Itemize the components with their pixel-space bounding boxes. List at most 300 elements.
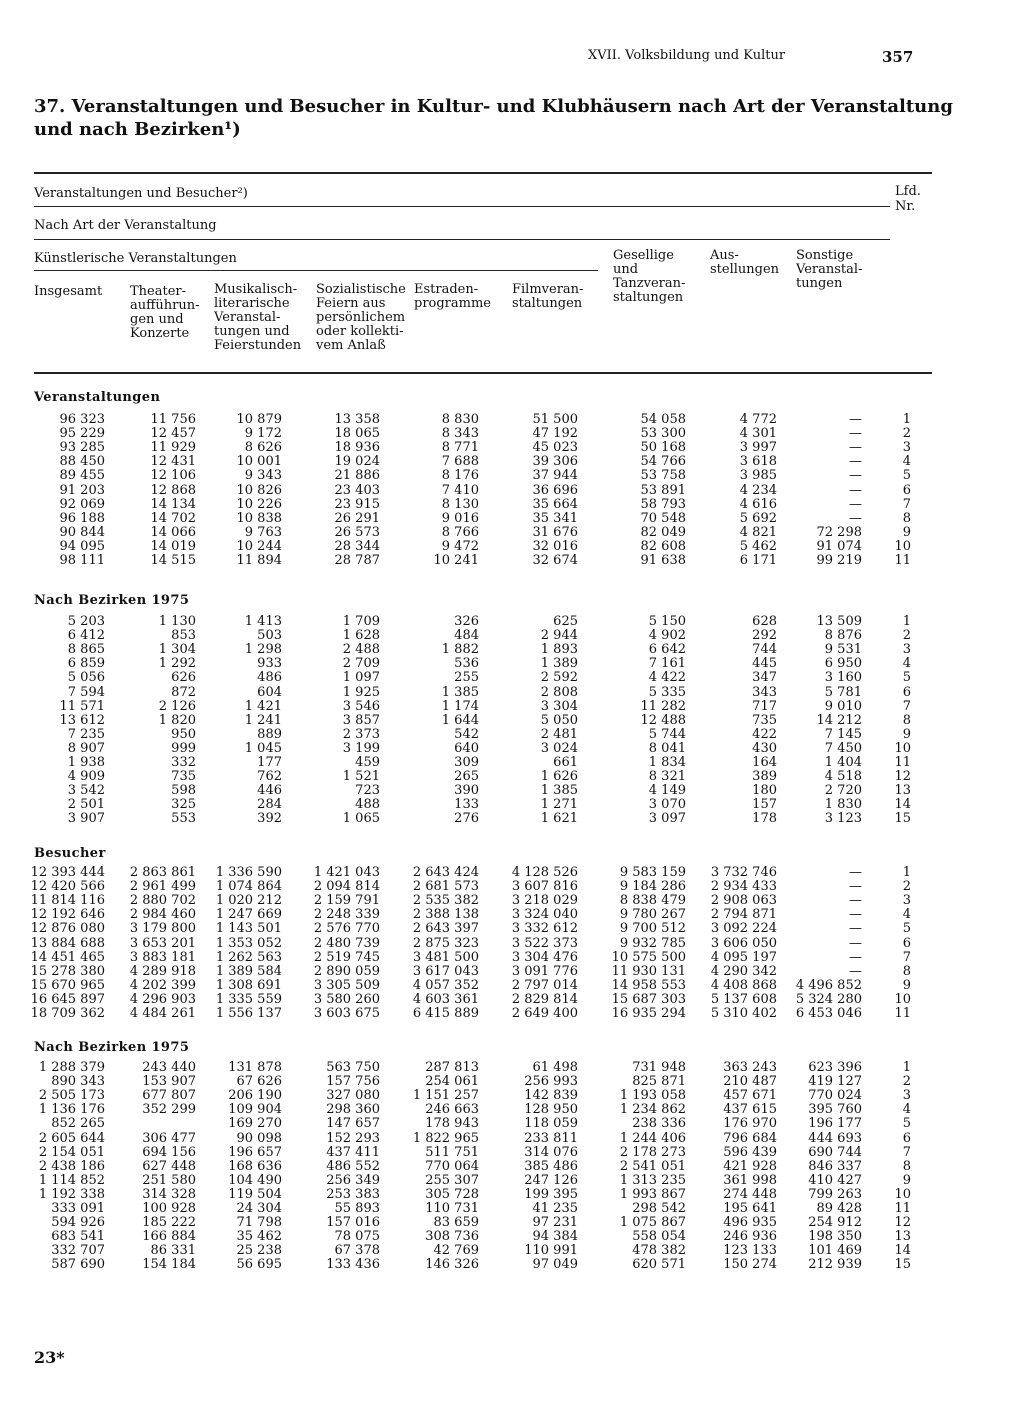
cell-musikalisch: 10 879 [236, 412, 282, 427]
cell-lfd-nr: 2 [902, 426, 911, 442]
cell-film: 32 674 [532, 553, 578, 568]
cell-film: 41 235 [532, 1201, 578, 1216]
cell-musikalisch: 1 262 563 [215, 949, 282, 965]
cell-sozialistisch: 3 546 [342, 698, 380, 714]
cell-sozialistisch: 2 576 770 [313, 921, 380, 937]
cell-insgesamt: 12 192 646 [30, 907, 105, 923]
cell-sonstige: — [849, 496, 862, 512]
cell-insgesamt: 18 709 362 [30, 1006, 105, 1021]
cell-estraden: 3 617 043 [412, 963, 479, 979]
cell-sozialistisch: 1 628 [342, 628, 380, 644]
cell-film: 35 341 [532, 510, 578, 526]
table-row [0, 798, 1024, 812]
col-header-estraden: Estraden- programme [414, 282, 491, 311]
cell-estraden: 9 016 [441, 510, 479, 526]
cell-theater: 185 222 [142, 1215, 196, 1231]
cell-estraden: 1 822 965 [412, 1130, 479, 1146]
cell-estraden: 255 [454, 670, 479, 686]
cell-musikalisch: 1 074 864 [215, 879, 282, 895]
cell-film: 2 481 [540, 726, 578, 742]
cell-gesellig: 558 054 [632, 1229, 686, 1245]
cell-sonstige: 5 781 [824, 684, 862, 700]
cell-estraden: 287 813 [425, 1060, 479, 1075]
table-title-line2: und nach Bezirken¹) [34, 119, 241, 140]
table-row [0, 880, 1024, 894]
cell-estraden: 2 643 424 [412, 865, 479, 880]
cell-theater: 2 126 [158, 698, 196, 714]
cell-musikalisch: 10 826 [236, 482, 282, 498]
cell-sozialistisch: 3 305 509 [313, 977, 380, 993]
cell-gesellig: 298 542 [632, 1201, 686, 1216]
cell-musikalisch: 10 244 [236, 538, 282, 554]
cell-sozialistisch: 21 886 [334, 468, 380, 484]
cell-theater: 352 299 [142, 1102, 196, 1118]
cell-ausstellungen: 2 794 871 [710, 907, 777, 923]
cell-sozialistisch: 1 521 [342, 769, 380, 785]
cell-sonstige: 410 427 [808, 1172, 862, 1188]
cell-lfd-nr: 11 [894, 553, 911, 568]
cell-sozialistisch: 55 893 [334, 1201, 380, 1216]
cell-ausstellungen: 195 641 [723, 1201, 777, 1216]
table-row [0, 742, 1024, 756]
cell-ausstellungen: 628 [752, 614, 777, 629]
cell-film: 61 498 [532, 1060, 578, 1075]
cell-film: 2 829 814 [511, 991, 578, 1007]
cell-gesellig: 6 642 [648, 642, 686, 658]
cell-estraden: 309 [454, 755, 479, 770]
table-row [0, 1216, 1024, 1230]
cell-musikalisch: 1 336 590 [215, 865, 282, 880]
cell-lfd-nr: 3 [902, 642, 911, 658]
cell-sozialistisch: 2 890 059 [313, 963, 380, 979]
cell-theater: 14 702 [150, 510, 196, 526]
cell-film: 1 621 [540, 811, 578, 827]
cell-estraden: 8 830 [441, 412, 479, 427]
cell-insgesamt: 890 343 [51, 1074, 105, 1090]
cell-theater: 332 [171, 755, 196, 770]
cell-insgesamt: 332 707 [51, 1243, 105, 1259]
cell-theater: 4 202 399 [129, 977, 196, 993]
cell-estraden: 511 751 [425, 1144, 479, 1160]
cell-gesellig: 58 793 [640, 496, 686, 512]
cell-sonstige: 1 404 [824, 755, 862, 770]
cell-film: 3 304 [540, 698, 578, 714]
cell-ausstellungen: 4 301 [739, 426, 777, 442]
cell-ausstellungen: 4 772 [739, 412, 777, 427]
cell-gesellig: 8 838 479 [619, 893, 686, 909]
cell-lfd-nr: 4 [902, 454, 911, 470]
cell-ausstellungen: 157 [752, 797, 777, 813]
cell-lfd-nr: 9 [902, 977, 911, 993]
cell-sozialistisch: 3 580 260 [313, 991, 380, 1007]
cell-gesellig: 70 548 [640, 510, 686, 526]
cell-sozialistisch: 133 436 [326, 1257, 380, 1273]
cell-insgesamt: 4 909 [67, 769, 105, 785]
cell-film: 1 385 [540, 783, 578, 799]
cell-estraden: 110 731 [425, 1201, 479, 1216]
cell-gesellig: 14 958 553 [611, 977, 686, 993]
cell-theater: 325 [171, 797, 196, 813]
cell-film: 94 384 [532, 1229, 578, 1245]
cell-sozialistisch: 3 199 [342, 740, 380, 756]
cell-theater: 4 296 903 [129, 991, 196, 1007]
cell-gesellig: 1 193 058 [619, 1088, 686, 1104]
section-nach-bezirken-2: Nach Bezirken 1975 [34, 1040, 190, 1055]
cell-estraden: 133 [454, 797, 479, 813]
cell-lfd-nr: 1 [902, 614, 911, 629]
cell-sonstige: 2 720 [824, 783, 862, 799]
cell-gesellig: 478 382 [632, 1243, 686, 1259]
table-row [0, 951, 1024, 965]
cell-musikalisch: 169 270 [228, 1116, 282, 1132]
cell-estraden: 2 643 397 [412, 921, 479, 937]
cell-sonstige: — [849, 468, 862, 484]
cell-sonstige: 8 876 [824, 628, 862, 644]
cell-sonstige: 5 324 280 [795, 991, 862, 1007]
cell-lfd-nr: 4 [902, 656, 911, 672]
cell-estraden: 640 [454, 740, 479, 756]
cell-estraden: 4 057 352 [412, 977, 479, 993]
cell-insgesamt: 96 323 [59, 412, 105, 427]
cell-sozialistisch: 26 291 [334, 510, 380, 526]
cell-lfd-nr: 6 [902, 482, 911, 498]
cell-theater: 872 [171, 684, 196, 700]
cell-sozialistisch: 437 411 [326, 1144, 380, 1160]
cell-sozialistisch: 2 094 814 [313, 879, 380, 895]
cell-musikalisch: 11 894 [236, 553, 282, 568]
cell-sozialistisch: 298 360 [326, 1102, 380, 1118]
cell-film: 97 231 [532, 1215, 578, 1231]
cell-lfd-nr: 6 [902, 935, 911, 951]
cell-film: 4 128 526 [511, 865, 578, 880]
cell-theater: 14 019 [150, 538, 196, 554]
col-header-gesellige: Gesellige und Tanzveran- staltungen [613, 248, 686, 305]
cell-theater: 12 457 [150, 426, 196, 442]
cell-musikalisch: 1 421 [244, 698, 282, 714]
table-row [0, 1103, 1024, 1117]
spanner-kuenstlerische: Künstlerische Veranstaltungen [34, 251, 237, 266]
cell-theater: 12 431 [150, 454, 196, 470]
cell-film: 97 049 [532, 1257, 578, 1273]
cell-sonstige: 7 145 [824, 726, 862, 742]
cell-lfd-nr: 5 [902, 670, 911, 686]
cell-film: 3 024 [540, 740, 578, 756]
cell-theater: 12 106 [150, 468, 196, 484]
cell-film: 47 192 [532, 426, 578, 442]
cell-gesellig: 9 780 267 [619, 907, 686, 923]
cell-film: 1 271 [540, 797, 578, 813]
cell-insgesamt: 2 505 173 [38, 1088, 105, 1104]
cell-insgesamt: 5 056 [67, 670, 105, 686]
table-row [0, 686, 1024, 700]
cell-estraden: 8 130 [441, 496, 479, 512]
cell-musikalisch: 71 798 [236, 1215, 282, 1231]
spanner-veranstaltungen-besucher: Veranstaltungen und Besucher²) [34, 186, 248, 201]
cell-insgesamt: 15 670 965 [30, 977, 105, 993]
cell-estraden: 4 603 361 [412, 991, 479, 1007]
cell-ausstellungen: 437 615 [723, 1102, 777, 1118]
cell-sozialistisch: 3 603 675 [313, 1006, 380, 1021]
lfd-label: Lfd. [895, 184, 921, 199]
cell-gesellig: 9 184 286 [619, 879, 686, 895]
cell-sonstige: 13 509 [816, 614, 862, 629]
cell-lfd-nr: 8 [902, 1158, 911, 1174]
cell-lfd-nr: 4 [902, 1102, 911, 1118]
cell-estraden: 2 681 573 [412, 879, 479, 895]
cell-sonstige: — [849, 879, 862, 895]
cell-film: 39 306 [532, 454, 578, 470]
cell-estraden: 254 061 [425, 1074, 479, 1090]
cell-theater: 1 292 [158, 656, 196, 672]
cell-insgesamt: 94 095 [59, 538, 105, 554]
cell-gesellig: 91 638 [640, 553, 686, 568]
cell-sonstige: 419 127 [808, 1074, 862, 1090]
cell-sozialistisch: 459 [355, 755, 380, 770]
table-row [0, 413, 1024, 427]
cell-estraden: 8 771 [441, 440, 479, 456]
cell-estraden: 246 663 [425, 1102, 479, 1118]
cell-sonstige: 9 531 [824, 642, 862, 658]
cell-gesellig: 3 097 [648, 811, 686, 827]
cell-theater: 251 580 [142, 1172, 196, 1188]
cell-estraden: 770 064 [425, 1158, 479, 1174]
cell-gesellig: 12 488 [640, 712, 686, 728]
cell-lfd-nr: 10 [894, 1186, 911, 1202]
header-rule-top [34, 172, 932, 174]
cell-sozialistisch: 2 519 745 [313, 949, 380, 965]
cell-sonstige: — [849, 454, 862, 470]
cell-lfd-nr: 8 [902, 712, 911, 728]
page-signature: 23* [34, 1348, 65, 1367]
cell-ausstellungen: 744 [752, 642, 777, 658]
cell-musikalisch: 486 [257, 670, 282, 686]
cell-insgesamt: 6 412 [67, 628, 105, 644]
cell-theater: 154 184 [142, 1257, 196, 1273]
cell-ausstellungen: 4 616 [739, 496, 777, 512]
cell-gesellig: 53 891 [640, 482, 686, 498]
cell-estraden: 1 644 [441, 712, 479, 728]
cell-sozialistisch: 157 016 [326, 1215, 380, 1231]
cell-lfd-nr: 12 [894, 769, 911, 785]
cell-film: 3 324 040 [511, 907, 578, 923]
cell-film: 2 649 400 [511, 1006, 578, 1021]
col-header-theater: Theater- aufführun- gen und Konzerte [130, 284, 200, 341]
table-row [0, 1007, 1024, 1021]
cell-sozialistisch: 28 787 [334, 553, 380, 568]
cell-gesellig: 1 993 867 [619, 1186, 686, 1202]
cell-sonstige: 14 212 [816, 712, 862, 728]
cell-estraden: 1 385 [441, 684, 479, 700]
cell-estraden: 536 [454, 656, 479, 672]
table-row [0, 671, 1024, 685]
cell-film: 1 893 [540, 642, 578, 658]
cell-gesellig: 731 948 [632, 1060, 686, 1075]
table-row [0, 770, 1024, 784]
cell-film: 3 332 612 [511, 921, 578, 937]
cell-insgesamt: 90 844 [59, 524, 105, 540]
cell-lfd-nr: 7 [902, 496, 911, 512]
cell-sonstige: 3 160 [824, 670, 862, 686]
cell-gesellig: 620 571 [632, 1257, 686, 1273]
cell-musikalisch: 1 413 [244, 614, 282, 629]
cell-theater: 2 863 861 [129, 865, 196, 880]
cell-musikalisch: 762 [257, 769, 282, 785]
cell-sozialistisch: 147 657 [326, 1116, 380, 1132]
cell-sonstige: 101 469 [808, 1243, 862, 1259]
cell-estraden: 178 943 [425, 1116, 479, 1132]
cell-film: 32 016 [532, 538, 578, 554]
table-row [0, 866, 1024, 880]
cell-sozialistisch: 18 936 [334, 440, 380, 456]
cell-gesellig: 50 168 [640, 440, 686, 456]
cell-film: 2 808 [540, 684, 578, 700]
cell-theater: 598 [171, 783, 196, 799]
cell-ausstellungen: 389 [752, 769, 777, 785]
cell-musikalisch: 10 001 [236, 454, 282, 470]
cell-ausstellungen: 2 908 063 [710, 893, 777, 909]
table-row [0, 700, 1024, 714]
cell-theater: 3 653 201 [129, 935, 196, 951]
running-header: XVII. Volksbildung und Kultur [588, 48, 786, 63]
cell-insgesamt: 11 571 [59, 698, 105, 714]
cell-lfd-nr: 14 [894, 1243, 911, 1259]
cell-gesellig: 1 834 [648, 755, 686, 770]
cell-estraden: 305 728 [425, 1186, 479, 1202]
cell-sonstige: — [849, 921, 862, 937]
cell-theater: 14 515 [150, 553, 196, 568]
cell-insgesamt: 88 450 [59, 454, 105, 470]
cell-musikalisch: 9 343 [244, 468, 282, 484]
cell-ausstellungen: 123 133 [723, 1243, 777, 1259]
cell-sozialistisch: 152 293 [326, 1130, 380, 1146]
table-row [0, 784, 1024, 798]
cell-ausstellungen: 3 606 050 [710, 935, 777, 951]
cell-ausstellungen: 178 [752, 811, 777, 827]
cell-insgesamt: 1 938 [67, 755, 105, 770]
cell-sonstige: 6 950 [824, 656, 862, 672]
cell-sozialistisch: 2 709 [342, 656, 380, 672]
table-row [0, 728, 1024, 742]
table-row [0, 1244, 1024, 1258]
cell-theater: 4 484 261 [129, 1006, 196, 1021]
cell-ausstellungen: 717 [752, 698, 777, 714]
cell-gesellig: 54 766 [640, 454, 686, 470]
cell-lfd-nr: 7 [902, 1144, 911, 1160]
cell-musikalisch: 392 [257, 811, 282, 827]
cell-lfd-nr: 6 [902, 1130, 911, 1146]
cell-theater: 853 [171, 628, 196, 644]
cell-theater: 694 156 [142, 1144, 196, 1160]
table-row [0, 937, 1024, 951]
cell-sonstige: — [849, 907, 862, 923]
cell-theater: 999 [171, 740, 196, 756]
cell-lfd-nr: 13 [894, 783, 911, 799]
cell-film: 385 486 [524, 1158, 578, 1174]
cell-estraden: 1 174 [441, 698, 479, 714]
col-header-ausstellungen: Aus- stellungen [710, 248, 780, 277]
cell-estraden: 10 241 [433, 553, 479, 568]
cell-ausstellungen: 3 985 [739, 468, 777, 484]
cell-estraden: 1 882 [441, 642, 479, 658]
cell-gesellig: 825 871 [632, 1074, 686, 1090]
cell-insgesamt: 13 612 [59, 712, 105, 728]
cell-musikalisch: 1 247 669 [215, 907, 282, 923]
table-row [0, 812, 1024, 826]
cell-musikalisch: 604 [257, 684, 282, 700]
cell-estraden: 484 [454, 628, 479, 644]
cell-gesellig: 2 541 051 [619, 1158, 686, 1174]
cell-ausstellungen: 796 684 [723, 1130, 777, 1146]
cell-sozialistisch: 563 750 [326, 1060, 380, 1075]
cell-ausstellungen: 150 274 [723, 1257, 777, 1273]
table-row [0, 1117, 1024, 1131]
cell-theater: 153 907 [142, 1074, 196, 1090]
cell-ausstellungen: 5 462 [739, 538, 777, 554]
cell-gesellig: 238 336 [632, 1116, 686, 1132]
cell-musikalisch: 104 490 [228, 1172, 282, 1188]
cell-ausstellungen: 176 970 [723, 1116, 777, 1132]
cell-insgesamt: 1 114 852 [38, 1172, 105, 1188]
cell-lfd-nr: 11 [894, 1201, 911, 1216]
cell-lfd-nr: 8 [902, 963, 911, 979]
cell-film: 45 023 [532, 440, 578, 456]
cell-lfd-nr: 9 [902, 726, 911, 742]
cell-ausstellungen: 3 997 [739, 440, 777, 456]
cell-lfd-nr: 7 [902, 698, 911, 714]
cell-lfd-nr: 14 [894, 797, 911, 813]
cell-lfd-nr: 10 [894, 740, 911, 756]
cell-insgesamt: 683 541 [51, 1229, 105, 1245]
cell-sozialistisch: 253 383 [326, 1186, 380, 1202]
cell-theater: 314 328 [142, 1186, 196, 1202]
table-row [0, 1160, 1024, 1174]
cell-ausstellungen: 445 [752, 656, 777, 672]
cell-estraden: 2 875 323 [412, 935, 479, 951]
cell-film: 199 395 [524, 1186, 578, 1202]
cell-sonstige: 212 939 [808, 1257, 862, 1273]
cell-film: 1 389 [540, 656, 578, 672]
cell-gesellig: 3 070 [648, 797, 686, 813]
table-row [0, 894, 1024, 908]
cell-sonstige: — [849, 440, 862, 456]
cell-theater: 11 929 [150, 440, 196, 456]
cell-musikalisch: 168 636 [228, 1158, 282, 1174]
cell-estraden: 9 472 [441, 538, 479, 554]
cell-sonstige: 89 428 [816, 1201, 862, 1216]
table-row [0, 1230, 1024, 1244]
cell-sonstige: 690 744 [808, 1144, 862, 1160]
cell-film: 36 696 [532, 482, 578, 498]
cell-ausstellungen: 363 243 [723, 1060, 777, 1075]
cell-musikalisch: 1 389 584 [215, 963, 282, 979]
table-row [0, 441, 1024, 455]
cell-theater: 2 880 702 [129, 893, 196, 909]
cell-gesellig: 54 058 [640, 412, 686, 427]
cell-ausstellungen: 210 487 [723, 1074, 777, 1090]
cell-sonstige: 395 760 [808, 1102, 862, 1118]
cell-estraden: 8 176 [441, 468, 479, 484]
col-header-insgesamt: Insgesamt [34, 284, 103, 299]
cell-insgesamt: 1 192 338 [38, 1186, 105, 1202]
cell-gesellig: 10 575 500 [611, 949, 686, 965]
cell-theater: 86 331 [150, 1243, 196, 1259]
cell-film: 2 944 [540, 628, 578, 644]
col-header-sonstige: Sonstige Veranstal- tungen [796, 248, 863, 291]
cell-estraden: 326 [454, 614, 479, 629]
cell-musikalisch: 1 335 559 [215, 991, 282, 1007]
cell-sonstige: — [849, 893, 862, 909]
table-row [0, 1061, 1024, 1075]
